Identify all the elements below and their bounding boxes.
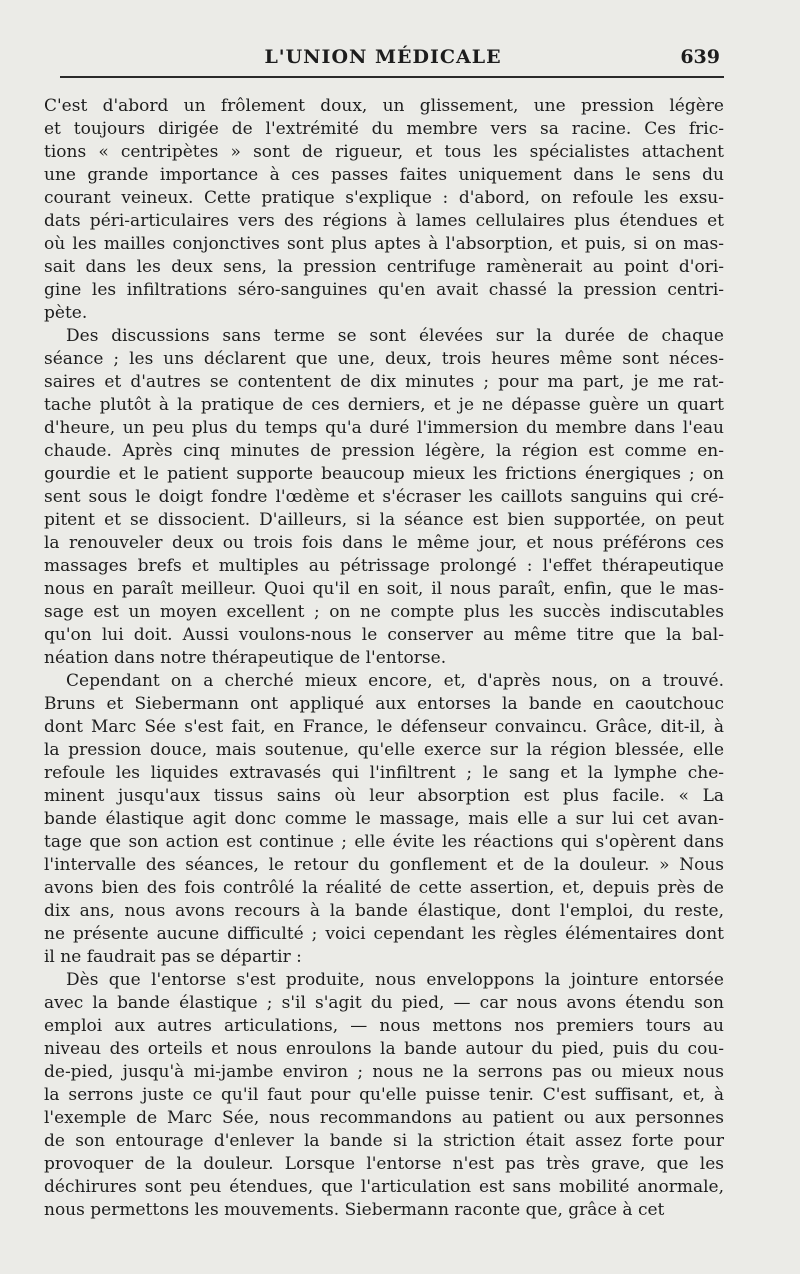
- text-line: il ne faudrait pas se départir :: [44, 947, 302, 967]
- text-line: saires et d'autres se contentent de dix minutes ; pour ma part, je me rat-: [44, 372, 724, 392]
- text-line: sait dans les deux sens, la pression centrifuge ramènerait au point d'ori-: [44, 257, 724, 277]
- page-header: [46, 42, 720, 82]
- text-line: sent sous le doigt fondre l'œdème et s'écraser les caillots sanguins qui cré-: [44, 487, 724, 507]
- body-text: [44, 95, 724, 1222]
- text-line: dont Marc Sée s'est fait, en France, le défenseur convaincu. Grâce, dit-il, à: [44, 717, 724, 737]
- text-line: tions « centripètes » sont de rigueur, et tous les spécialistes attachent: [44, 142, 724, 162]
- text-line: l'exemple de Marc Sée, nous recommandons au patient ou aux personnes: [44, 1108, 724, 1128]
- text-line: Dès que l'entorse s'est produite, nous enveloppons la jointure entorsée: [66, 970, 724, 990]
- text-line: de son entourage d'enlever la bande si la striction était assez forte pour: [44, 1131, 724, 1151]
- text-line: Bruns et Siebermann ont appliqué aux entorses la bande en caoutchouc: [44, 694, 724, 714]
- text-line: courant veineux. Cette pratique s'explique : d'abord, on refoule les exsu-: [44, 188, 724, 208]
- text-line: qu'on lui doit. Aussi voulons-nous le conserver au même titre que la bal-: [44, 625, 724, 645]
- header-rule: [60, 76, 724, 78]
- text-line: emploi aux autres articulations, — nous mettons nos premiers tours au: [44, 1016, 724, 1036]
- text-line: la serrons juste ce qu'il faut pour qu'elle puisse tenir. C'est suffisant, et, à: [44, 1085, 724, 1105]
- text-line: néation dans notre thérapeutique de l'entorse.: [44, 648, 447, 668]
- page-number: 639: [680, 46, 720, 68]
- text-line: provoquer de la douleur. Lorsque l'entorse n'est pas très grave, que les: [44, 1154, 724, 1174]
- paragraph: [44, 95, 724, 325]
- text-line: pitent et se dissocient. D'ailleurs, si la séance est bien supportée, on peut: [44, 510, 724, 530]
- text-line: niveau des orteils et nous enroulons la bande autour du pied, puis du cou-: [44, 1039, 724, 1059]
- text-line: dix ans, nous avons recours à la bande élastique, dont l'emploi, du reste,: [44, 901, 724, 921]
- text-line: avons bien des fois contrôlé la réalité de cette assertion, et, depuis près de: [44, 878, 724, 898]
- paragraph: [44, 670, 724, 969]
- text-line: pète.: [44, 303, 88, 323]
- text-line: Cependant on a cherché mieux encore, et, d'après nous, on a trouvé.: [66, 671, 724, 691]
- text-line: ne présente aucune difficulté ; voici cependant les règles élémentaires dont: [44, 924, 724, 944]
- text-line: et toujours dirigée de l'extrémité du membre vers sa racine. Ces fric-: [44, 119, 724, 139]
- text-line: une grande importance à ces passes faites uniquement dans le sens du: [44, 165, 724, 185]
- text-line: gourdie et le patient supporte beaucoup mieux les frictions énergiques ; on: [44, 464, 724, 484]
- text-line: séance ; les uns déclarent que une, deux, trois heures même sont néces-: [44, 349, 724, 369]
- text-line: nous en paraît meilleur. Quoi qu'il en soit, il nous paraît, enfin, que le mas-: [44, 579, 724, 599]
- text-line: gine les infiltrations séro-sanguines qu'en avait chassé la pression centri-: [44, 280, 724, 300]
- text-line: où les mailles conjonctives sont plus aptes à l'absorption, et puis, si on mas-: [44, 234, 724, 254]
- running-title: L'UNION MÉDICALE: [264, 46, 502, 68]
- text-line: bande élastique agit donc comme le massage, mais elle a sur lui cet avan-: [44, 809, 724, 829]
- text-line: de-pied, jusqu'à mi-jambe environ ; nous ne la serrons pas ou mieux nous: [44, 1062, 724, 1082]
- text-line: nous permettons les mouvements. Siebermann raconte que, grâce à cet: [44, 1200, 665, 1220]
- text-line: l'intervalle des séances, le retour du gonflement et de la douleur. » Nous: [44, 855, 724, 875]
- text-line: sage est un moyen excellent ; on ne compte plus les succès indiscutables: [44, 602, 724, 622]
- text-line: la pression douce, mais soutenue, qu'elle exerce sur la région blessée, elle: [44, 740, 724, 760]
- paragraph: [44, 969, 724, 1222]
- text-line: tage que son action est continue ; elle évite les réactions qui s'opèrent dans: [44, 832, 724, 852]
- text-line: dats péri-articulaires vers des régions à lames cellulaires plus étendues et: [44, 211, 724, 231]
- text-line: Des discussions sans terme se sont élevées sur la durée de chaque: [66, 326, 724, 346]
- text-line: avec la bande élastique ; s'il s'agit du pied, — car nous avons étendu son: [44, 993, 724, 1013]
- text-line: déchirures sont peu étendues, que l'articulation est sans mobilité anormale,: [44, 1177, 724, 1197]
- text-line: massages brefs et multiples au pétrissage prolongé : l'effet thérapeutique: [44, 556, 724, 576]
- text-line: chaude. Après cinq minutes de pression légère, la région est comme en-: [44, 441, 724, 461]
- paragraph: [44, 325, 724, 670]
- text-line: refoule les liquides extravasés qui l'infiltrent ; le sang et la lymphe che-: [44, 763, 724, 783]
- text-line: tache plutôt à la pratique de ces derniers, et je ne dépasse guère un quart: [44, 395, 724, 415]
- text-line: la renouveler deux ou trois fois dans le même jour, et nous préférons ces: [44, 533, 724, 553]
- text-line: minent jusqu'aux tissus sains où leur absorption est plus facile. « La: [44, 786, 724, 806]
- text-line: C'est d'abord un frôlement doux, un glissement, une pression légère: [44, 96, 724, 116]
- text-line: d'heure, un peu plus du temps qu'a duré l'immersion du membre dans l'eau: [44, 418, 724, 438]
